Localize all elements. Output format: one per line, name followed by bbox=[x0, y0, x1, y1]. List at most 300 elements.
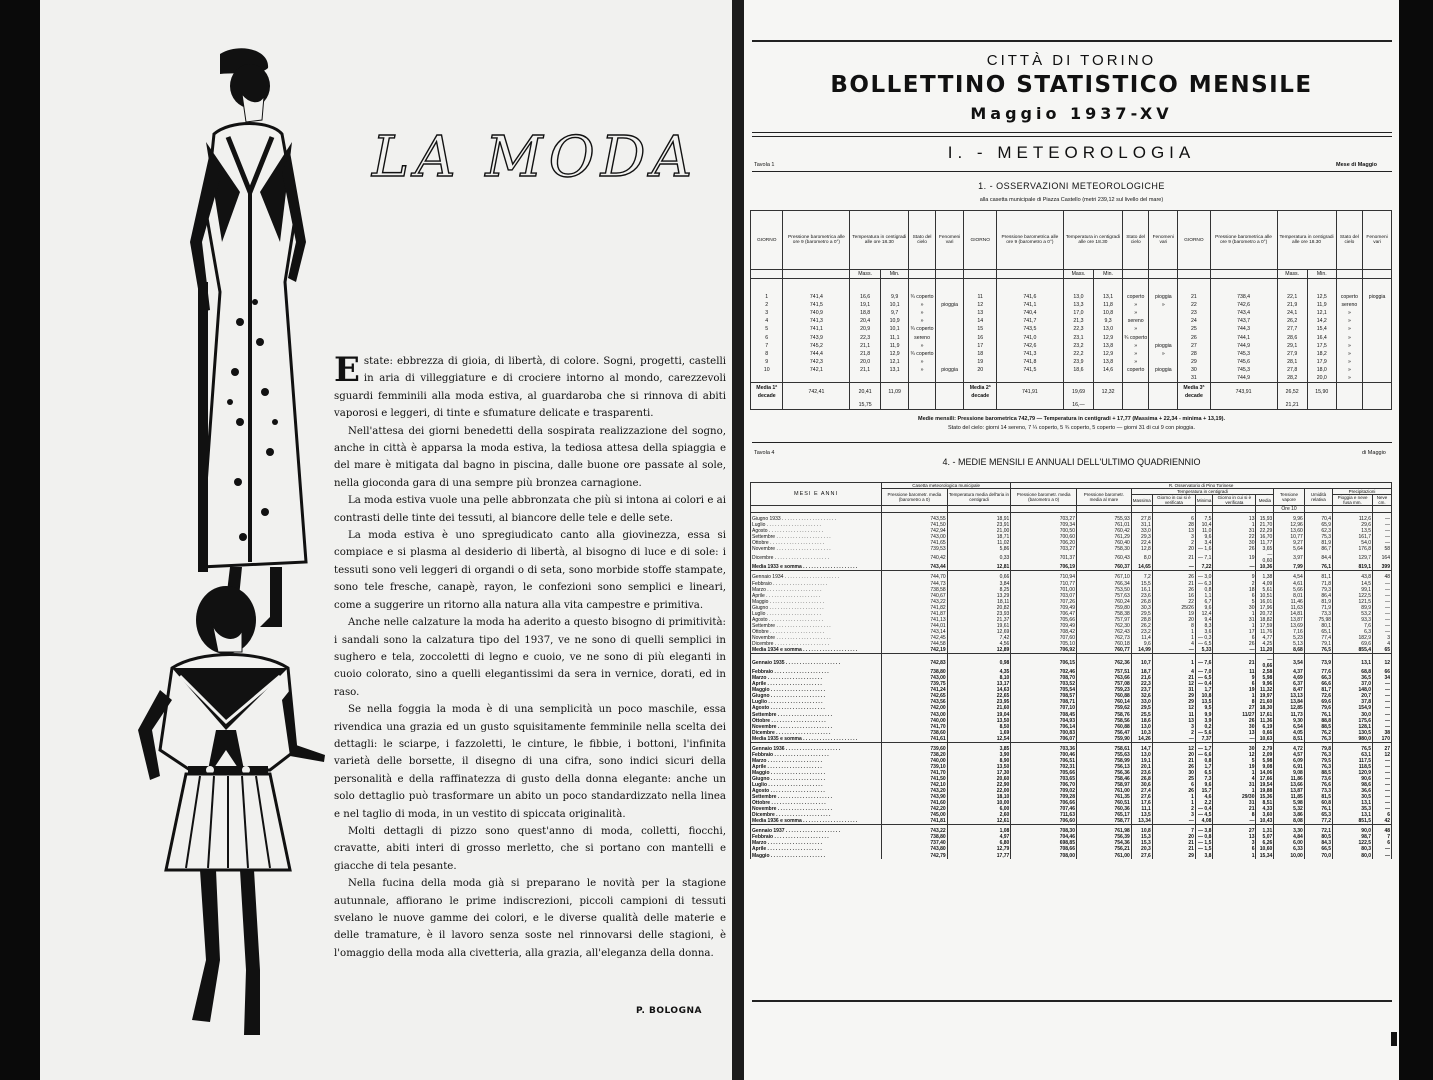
table-cell: 758,76 bbox=[1076, 712, 1131, 718]
table-cell: 706,66 bbox=[1011, 800, 1077, 806]
table-cell: 11,0 bbox=[1195, 528, 1213, 534]
t1-cell bbox=[935, 325, 964, 333]
table-cell: 702,46 bbox=[1011, 669, 1077, 675]
table-cell: 710,77 bbox=[1011, 581, 1077, 587]
table-cell: 8,50 bbox=[947, 724, 1011, 730]
table-cell: 9,96 bbox=[1274, 513, 1305, 523]
table-cell: 5,33 bbox=[1195, 647, 1213, 654]
t1-day-row bbox=[751, 301, 1392, 309]
table-cell: 11,36 bbox=[1256, 718, 1274, 724]
table-cell: 99,1 bbox=[1333, 587, 1373, 593]
t1-media-cell: Media 2ª decade bbox=[964, 383, 996, 402]
t1-cell: 1 bbox=[751, 293, 783, 301]
t1-cell: coperto bbox=[1336, 293, 1362, 301]
table-cell: 760,88 bbox=[1076, 693, 1131, 699]
table-cell: 13,13 bbox=[1274, 693, 1305, 699]
table-cell: 48 bbox=[1373, 825, 1392, 835]
row-label: Febbraio . . . . . . . . . . . . . . . . . . . . bbox=[751, 752, 882, 758]
t1-cell: » bbox=[1336, 374, 1362, 383]
table-cell: 18,10 bbox=[947, 794, 1011, 800]
t1-cell: 19 bbox=[964, 358, 996, 366]
t1-cell: 9 bbox=[751, 358, 783, 366]
t1-spacer-cell bbox=[1149, 279, 1178, 294]
table-cell: 742,79 bbox=[882, 853, 948, 859]
t1-cell: 18,0 bbox=[1307, 366, 1336, 374]
table-cell: 710,94 bbox=[1011, 571, 1077, 581]
t1-cell: 10,9 bbox=[880, 317, 908, 325]
row-label: Febbraio . . . . . . . . . . . . . . . . . . . . bbox=[751, 834, 882, 840]
t1-cell bbox=[935, 374, 964, 383]
tavola-label: Tavola 1 bbox=[754, 162, 775, 168]
table-cell: 6,26 bbox=[1256, 840, 1274, 846]
t1-col-header: Stato del cielo bbox=[1336, 211, 1362, 270]
table-cell: 88,5 bbox=[1304, 724, 1332, 730]
table-cell: 759,23 bbox=[1076, 687, 1131, 693]
table-cell: 5 bbox=[1213, 599, 1256, 605]
table-cell: 175,6 bbox=[1333, 718, 1373, 724]
table-cell: 1,31 bbox=[1256, 825, 1274, 835]
table-cell: 6 bbox=[1213, 593, 1256, 599]
table-cell: 118,5 bbox=[1333, 764, 1373, 770]
col-header: Giorno in cui si è verificata bbox=[1152, 495, 1195, 506]
t1-media-mean-cell bbox=[1094, 401, 1123, 410]
table-cell: 9,6 bbox=[1131, 641, 1152, 647]
table-cell: 73,9 bbox=[1304, 654, 1332, 670]
t1-cell: 10 bbox=[751, 366, 783, 374]
table-cell: 742,10 bbox=[882, 782, 948, 788]
table-cell: 703,52 bbox=[1011, 681, 1077, 687]
table-cell: 741,81 bbox=[882, 818, 948, 825]
t1-cell bbox=[1149, 374, 1178, 383]
table-cell: 6 bbox=[1213, 681, 1256, 687]
table-cell: 9,27 bbox=[1274, 540, 1305, 546]
table-cell: 26 bbox=[1152, 571, 1195, 581]
table-cell: 2 bbox=[1152, 806, 1195, 812]
table-cell: — bbox=[1373, 693, 1392, 699]
table-cell: 758,38 bbox=[1076, 611, 1131, 617]
t1-cell: 26 bbox=[1178, 334, 1210, 342]
t2-subheader-cell bbox=[1256, 506, 1274, 513]
row-label: Ottobre . . . . . . . . . . . . . . . . . . . . bbox=[751, 718, 882, 724]
table-cell: 7,42 bbox=[947, 635, 1011, 641]
row-label: Media 1935 e somma . . . . . . . . . . . . . . . . . . . . bbox=[751, 736, 882, 743]
table-cell: 66,3 bbox=[1304, 675, 1332, 681]
t1-subheader-cell bbox=[1336, 270, 1362, 279]
table-cell: 1 bbox=[1152, 654, 1195, 670]
t1-col-header: GIORNO bbox=[751, 211, 783, 270]
t1-day-row bbox=[751, 374, 1392, 383]
table-cell: 10,8 bbox=[1131, 825, 1152, 835]
table-cell: 761,98 bbox=[1076, 825, 1131, 835]
table-cell: 757,08 bbox=[1076, 681, 1131, 687]
table-cell: 19,1 bbox=[1131, 758, 1152, 764]
table-cell: — bbox=[1213, 564, 1256, 571]
table-cell: 18,6 bbox=[1131, 718, 1152, 724]
t1-media-mean-cell bbox=[751, 401, 783, 410]
table-cell: 14,65 bbox=[1131, 564, 1152, 571]
table-cell: 65,3 bbox=[1304, 812, 1332, 818]
row-label: Dicembre . . . . . . . . . . . . . . . . . . . . bbox=[751, 730, 882, 736]
t1-col-header: Pressione barometrica alle ore 9 (barometro a 0°) bbox=[783, 211, 850, 270]
table-cell: 17 bbox=[1213, 629, 1256, 635]
t2-subheader-cell bbox=[1213, 506, 1256, 513]
table-cell: 5,61 bbox=[1256, 587, 1274, 593]
table-cell: 17,66 bbox=[1256, 776, 1274, 782]
t1-media-cell bbox=[1363, 383, 1392, 402]
row-label: Giugno . . . . . . . . . . . . . . . . . . . . bbox=[751, 605, 882, 611]
table-cell: 18,71 bbox=[947, 534, 1011, 540]
table-cell: 33,0 bbox=[1131, 528, 1152, 534]
t2-subheader-cell bbox=[882, 506, 948, 513]
table-cell: 13,0 bbox=[1131, 724, 1152, 730]
rule bbox=[752, 132, 1392, 133]
table-cell: 7,6 bbox=[1333, 623, 1373, 629]
table-cell: 23,95 bbox=[947, 699, 1011, 705]
t1-day-row bbox=[751, 350, 1392, 358]
table-cell: — bbox=[1373, 617, 1392, 623]
table-cell: 756,13 bbox=[1076, 764, 1131, 770]
table-cell: 22 bbox=[1152, 599, 1195, 605]
table-cell: 75,3 bbox=[1304, 534, 1332, 540]
row-label: Maggio . . . . . . . . . . . . . . . . . . . . bbox=[751, 770, 882, 776]
table-cell: 10,3 bbox=[1131, 730, 1152, 736]
table-cell: — 3,8 bbox=[1195, 825, 1213, 835]
table-cell: 20 bbox=[1152, 617, 1195, 623]
table-cell: 79,1 bbox=[1304, 641, 1332, 647]
t1-cell: 29,1 bbox=[1277, 342, 1307, 350]
table-cell: 703,65 bbox=[1011, 776, 1077, 782]
table-cell: 6,3 bbox=[1333, 629, 1373, 635]
table-cell: 54,0 bbox=[1333, 540, 1373, 546]
table-cell: 708,70 bbox=[1011, 675, 1077, 681]
table-cell: 13 bbox=[1213, 834, 1256, 840]
table-cell: 30,0 bbox=[1333, 712, 1373, 718]
table-cell: 21 bbox=[1152, 846, 1195, 852]
t1-subheader-cell bbox=[996, 270, 1063, 279]
t1-cell: 17,5 bbox=[1307, 342, 1336, 350]
table-cell: 5,98 bbox=[1256, 758, 1274, 764]
table1-header-row bbox=[751, 211, 1392, 270]
t1-media-row bbox=[751, 383, 1392, 402]
t1-cell: 15 bbox=[964, 325, 996, 333]
t1-day-row bbox=[751, 317, 1392, 325]
table-cell: 851,5 bbox=[1333, 818, 1373, 825]
t1-cell: 738,4 bbox=[1210, 293, 1277, 301]
table-cell: — bbox=[1373, 853, 1392, 859]
table-cell: 3 bbox=[1213, 840, 1256, 846]
table-cell: 9,96 bbox=[1256, 681, 1274, 687]
table-cell: 76,2 bbox=[1304, 730, 1332, 736]
t1-col-header: Pressione barometrica alle ore 9 (barometro a 0°) bbox=[1210, 211, 1277, 270]
row-label: Febbraio . . . . . . . . . . . . . . . . . . . . bbox=[751, 669, 882, 675]
table-cell: — bbox=[1373, 788, 1392, 794]
table-cell: 73,3 bbox=[1304, 788, 1332, 794]
table-cell: 12,54 bbox=[947, 736, 1011, 743]
table-cell: 6,54 bbox=[1274, 724, 1305, 730]
table-cell: 18,82 bbox=[1256, 617, 1274, 623]
table-cell: 18,30 bbox=[1256, 705, 1274, 711]
row-label: Luglio . . . . . . . . . . . . . . . . . . . . bbox=[751, 611, 882, 617]
table-cell: 745,00 bbox=[882, 812, 948, 818]
table-cell: 1 bbox=[1213, 611, 1256, 617]
t1-cell: 21,1 bbox=[850, 342, 881, 350]
table-cell: 741,50 bbox=[882, 522, 948, 528]
table-cell: 8 bbox=[1213, 812, 1256, 818]
row-label: Giugno 1933 . . . . . . . . . . . . . . . . . . . . bbox=[751, 513, 882, 523]
t1-subheader-cell bbox=[909, 270, 935, 279]
t1-cell: 9,3 bbox=[1094, 317, 1123, 325]
table-cell: 86,7 bbox=[1304, 546, 1332, 552]
table-cell: 26,8 bbox=[1131, 776, 1152, 782]
table-cell: 3,4 bbox=[1195, 540, 1213, 546]
t1-cell: » bbox=[909, 366, 935, 374]
row-label: Marzo . . . . . . . . . . . . . . . . . . . . bbox=[751, 675, 882, 681]
table-cell: 23,2 bbox=[1131, 629, 1152, 635]
table-cell: 10,4 bbox=[1195, 522, 1213, 528]
t1-cell: sereno bbox=[1336, 301, 1362, 309]
table-cell: 81,7 bbox=[1304, 687, 1332, 693]
table-cell: 738,80 bbox=[882, 834, 948, 840]
table-cell: 759,80 bbox=[1076, 605, 1131, 611]
table-cell: 2,58 bbox=[1256, 669, 1274, 675]
t1-cell: » bbox=[909, 358, 935, 366]
table-cell: 10,7 bbox=[1131, 654, 1152, 670]
table-cell: 21,37 bbox=[947, 617, 1011, 623]
t1-cell: 742,3 bbox=[783, 358, 850, 366]
t1-cell: 741,5 bbox=[783, 301, 850, 309]
article-paragraph bbox=[334, 350, 726, 423]
row-label: Agosto . . . . . . . . . . . . . . . . . . . . bbox=[751, 705, 882, 711]
table-cell: 117,5 bbox=[1333, 758, 1373, 764]
t1-cell: 12,1 bbox=[880, 358, 908, 366]
t1-cell: 741,3 bbox=[996, 350, 1063, 358]
table-cell: 740,00 bbox=[882, 718, 948, 724]
table-cell: 738,58 bbox=[882, 587, 948, 593]
table-cell: 15,3 bbox=[1131, 840, 1152, 846]
row-label: Marzo . . . . . . . . . . . . . . . . . . . . bbox=[751, 587, 882, 593]
table-cell: 756,39 bbox=[1076, 834, 1131, 840]
table-cell: — bbox=[1373, 724, 1392, 730]
table-cell: 741,50 bbox=[882, 776, 948, 782]
t1-cell: 28,1 bbox=[1277, 358, 1307, 366]
table-cell: 15,36 bbox=[1256, 794, 1274, 800]
table-cell: 738,60 bbox=[882, 730, 948, 736]
t1-cell: 745,3 bbox=[1210, 366, 1277, 374]
table-cell: 27,6 bbox=[1131, 794, 1152, 800]
table-cell: 761,00 bbox=[1076, 853, 1131, 859]
table-cell: 17,61 bbox=[1256, 712, 1274, 718]
table-cell: 11,20 bbox=[1256, 647, 1274, 654]
t1-cell: 27 bbox=[1178, 342, 1210, 350]
table-cell: 6 bbox=[1373, 812, 1392, 818]
row-label: Aprile . . . . . . . . . . . . . . . . . . . . bbox=[751, 681, 882, 687]
table-cell: 2 bbox=[1152, 540, 1195, 546]
table-cell: 112,6 bbox=[1333, 513, 1373, 523]
table-cell: — bbox=[1213, 647, 1256, 654]
t1-cell: 743,9 bbox=[783, 334, 850, 342]
book-gutter bbox=[732, 0, 744, 1080]
t1-cell: 28,2 bbox=[1277, 374, 1307, 383]
table-cell: 2 bbox=[1152, 730, 1195, 736]
table-cell: 709,28 bbox=[1011, 794, 1077, 800]
section-title: I. - METEOROLOGIA bbox=[947, 143, 1196, 162]
rule bbox=[752, 136, 1392, 137]
table-cell: 761,29 bbox=[1076, 534, 1131, 540]
table-cell: 48 bbox=[1373, 571, 1392, 581]
table-cell: 68,8 bbox=[1333, 669, 1373, 675]
t1-cell bbox=[1363, 334, 1392, 342]
rule bbox=[752, 442, 1392, 443]
table-cell: 13 bbox=[1152, 718, 1195, 724]
table-cell: 766,34 bbox=[1076, 581, 1131, 587]
issue-date: Maggio 1937-XV bbox=[970, 104, 1173, 123]
table-cell: 706,07 bbox=[1011, 736, 1077, 743]
table-cell: 5,98 bbox=[1274, 800, 1305, 806]
table-cell: 705,66 bbox=[1011, 617, 1077, 623]
table-cell: 13 bbox=[1213, 513, 1256, 523]
table-cell: 743,22 bbox=[882, 599, 948, 605]
table-cell: 7 bbox=[1152, 825, 1195, 835]
article-paragraph: Nella fucina della moda già si preparano le novità per la stagione autunnale, affiorano le prime indiscrezioni, piccoli campioni di tessuti svelano le nuove gamme dei colori, e le diverse qualità delle materie e delle tramature, è il lavoro senza soste nel rinnovarsi delle stagioni, è l'omaggio della moda alla civetteria, alla grazia, all'eleganza della donna. bbox=[334, 878, 726, 959]
table-cell: 5 bbox=[1213, 758, 1256, 764]
row-label: Gennaio 1937 . . . . . . . . . . . . . . . . . . . . bbox=[751, 825, 882, 835]
table-cell: 743,00 bbox=[882, 675, 948, 681]
table-cell: 741,82 bbox=[882, 605, 948, 611]
table-cell: 4,72 bbox=[1274, 742, 1305, 752]
table-cell: 758,77 bbox=[1076, 818, 1131, 825]
t1-cell bbox=[996, 374, 1063, 383]
table-cell: 81,9 bbox=[1304, 599, 1332, 605]
t1-cell: 745,6 bbox=[1210, 358, 1277, 366]
t1-spacer-row bbox=[751, 279, 1392, 294]
t1-cell: 21 bbox=[1178, 293, 1210, 301]
table-cell: 17,30 bbox=[947, 770, 1011, 776]
table-cell: 703,07 bbox=[1011, 593, 1077, 599]
t1-spacer-cell bbox=[783, 279, 850, 294]
table-cell: 12 bbox=[1152, 705, 1195, 711]
table-cell: 758,61 bbox=[1076, 742, 1131, 752]
table-cell: 30 bbox=[1213, 724, 1256, 730]
t1-cell: 10,8 bbox=[1094, 309, 1123, 317]
col-header: Giorno in cui si è verificata bbox=[1213, 495, 1256, 506]
table-cell: 703,27 bbox=[1011, 513, 1077, 523]
t1-cell: 28 bbox=[1178, 350, 1210, 358]
t1-spacer-cell bbox=[1178, 279, 1210, 294]
t1-cell: 12,5 bbox=[1307, 293, 1336, 301]
table-cell: 4,77 bbox=[1256, 635, 1274, 641]
t1-cell: ¾ coperto bbox=[1124, 334, 1148, 341]
t1-cell: » bbox=[1336, 350, 1362, 358]
table-cell: 5,23 bbox=[1274, 635, 1305, 641]
t1-cell: 13 bbox=[964, 309, 996, 317]
table-cell: 58 bbox=[1373, 546, 1392, 552]
table-cell: 12,96 bbox=[1274, 522, 1305, 528]
table-cell: 762,36 bbox=[1076, 654, 1131, 670]
table-cell: — bbox=[1373, 699, 1392, 705]
t1-cell: 741,1 bbox=[783, 325, 850, 333]
row-label: Media 1933 e somma . . . . . . . . . . . . . . . . . . . . bbox=[751, 564, 882, 571]
table-cell: 13 bbox=[1152, 528, 1195, 534]
t1-cell: 742,1 bbox=[783, 366, 850, 374]
t1-cell bbox=[1363, 317, 1392, 325]
table-cell: 19,61 bbox=[947, 623, 1011, 629]
table-cell: 6 bbox=[1213, 635, 1256, 641]
table-cell: 76,1 bbox=[1304, 564, 1332, 571]
table-cell: — 1,5 bbox=[1195, 846, 1213, 852]
row-label: Ottobre . . . . . . . . . . . . . . . . . . . . bbox=[751, 540, 882, 546]
col-header: Pressione barometr. media (barometro a 0) bbox=[882, 489, 948, 506]
table-row bbox=[751, 552, 1392, 564]
t1-cell: 741,7 bbox=[996, 317, 1063, 325]
t1-cell: 13,8 bbox=[1094, 358, 1123, 366]
t1-col-header: Fenomeni vari bbox=[935, 211, 964, 270]
table-cell: 744,01 bbox=[882, 623, 948, 629]
t2-subheader-cell bbox=[1011, 506, 1077, 513]
table-cell: — bbox=[1373, 687, 1392, 693]
table-cell: 4 bbox=[1213, 776, 1256, 782]
table-cell: 69,6 bbox=[1304, 699, 1332, 705]
table2-title: 4. - MEDIE MENSILI E ANNUALI DELL'ULTIMO QUADRIENNIO bbox=[942, 457, 1201, 467]
t1-cell bbox=[751, 374, 783, 383]
table-cell: 742,45 bbox=[882, 635, 948, 641]
t1-cell bbox=[1363, 350, 1392, 358]
col-header: Tensione vapore bbox=[1274, 489, 1305, 506]
t1-cell bbox=[935, 334, 964, 342]
table-cell: 705,66 bbox=[1011, 770, 1077, 776]
t1-cell bbox=[935, 317, 964, 325]
table-cell: 8,10 bbox=[947, 675, 1011, 681]
table-cell: 706,51 bbox=[1011, 758, 1077, 764]
table-cell: 27,6 bbox=[1131, 853, 1152, 859]
t1-cell: 743,4 bbox=[1210, 309, 1277, 317]
table-cell: 26 bbox=[1152, 788, 1195, 794]
table-cell: 743,00 bbox=[882, 712, 948, 718]
t1-cell: 22,1 bbox=[1277, 293, 1307, 301]
t1-cell bbox=[850, 374, 881, 383]
t2-subheader-cell: Ore 10 bbox=[1274, 506, 1305, 513]
table-cell: 741,24 bbox=[882, 687, 948, 693]
table-cell: 1 bbox=[1213, 623, 1256, 629]
table-cell: 19 bbox=[1213, 764, 1256, 770]
t1-cell: 744,1 bbox=[1210, 334, 1277, 342]
table-cell: 18,11 bbox=[947, 599, 1011, 605]
row-label: Luglio . . . . . . . . . . . . . . . . . . . . bbox=[751, 522, 882, 528]
table-cell: 21 bbox=[1213, 806, 1256, 812]
t2-subheader-cell bbox=[1333, 506, 1373, 513]
t1-spacer-cell bbox=[1094, 279, 1123, 294]
table-cell: 21,70 bbox=[1256, 522, 1274, 528]
table-cell: — bbox=[1373, 513, 1392, 523]
table-cell: 6,33 bbox=[1274, 846, 1305, 852]
table-cell: 698,85 bbox=[1011, 840, 1077, 846]
t1-cell: » bbox=[1149, 301, 1178, 309]
table-cell: 740,67 bbox=[882, 593, 948, 599]
table-cell: — bbox=[1373, 712, 1392, 718]
month-label: di Maggio bbox=[1362, 450, 1386, 456]
monthly-means-note: Medie mensili: Pressione barometrica 742,79 — Temperatura in centigradi + 17,77 (Massima + 22,34 - minima + 13,19). bbox=[918, 416, 1225, 422]
table-cell: 760,51 bbox=[1076, 800, 1131, 806]
table-cell: 7,99 bbox=[1274, 564, 1305, 571]
table-cell: 739,53 bbox=[882, 546, 948, 552]
t1-day-row bbox=[751, 334, 1392, 342]
table-cell: 13,50 bbox=[947, 764, 1011, 770]
table-cell: 2 bbox=[1213, 581, 1256, 587]
table-row bbox=[751, 513, 1392, 523]
table-cell: 27,4 bbox=[1131, 788, 1152, 794]
table-cell: 709,02 bbox=[1011, 788, 1077, 794]
table-cell: 741,60 bbox=[882, 800, 948, 806]
table-cell: 89,9 bbox=[1333, 605, 1373, 611]
